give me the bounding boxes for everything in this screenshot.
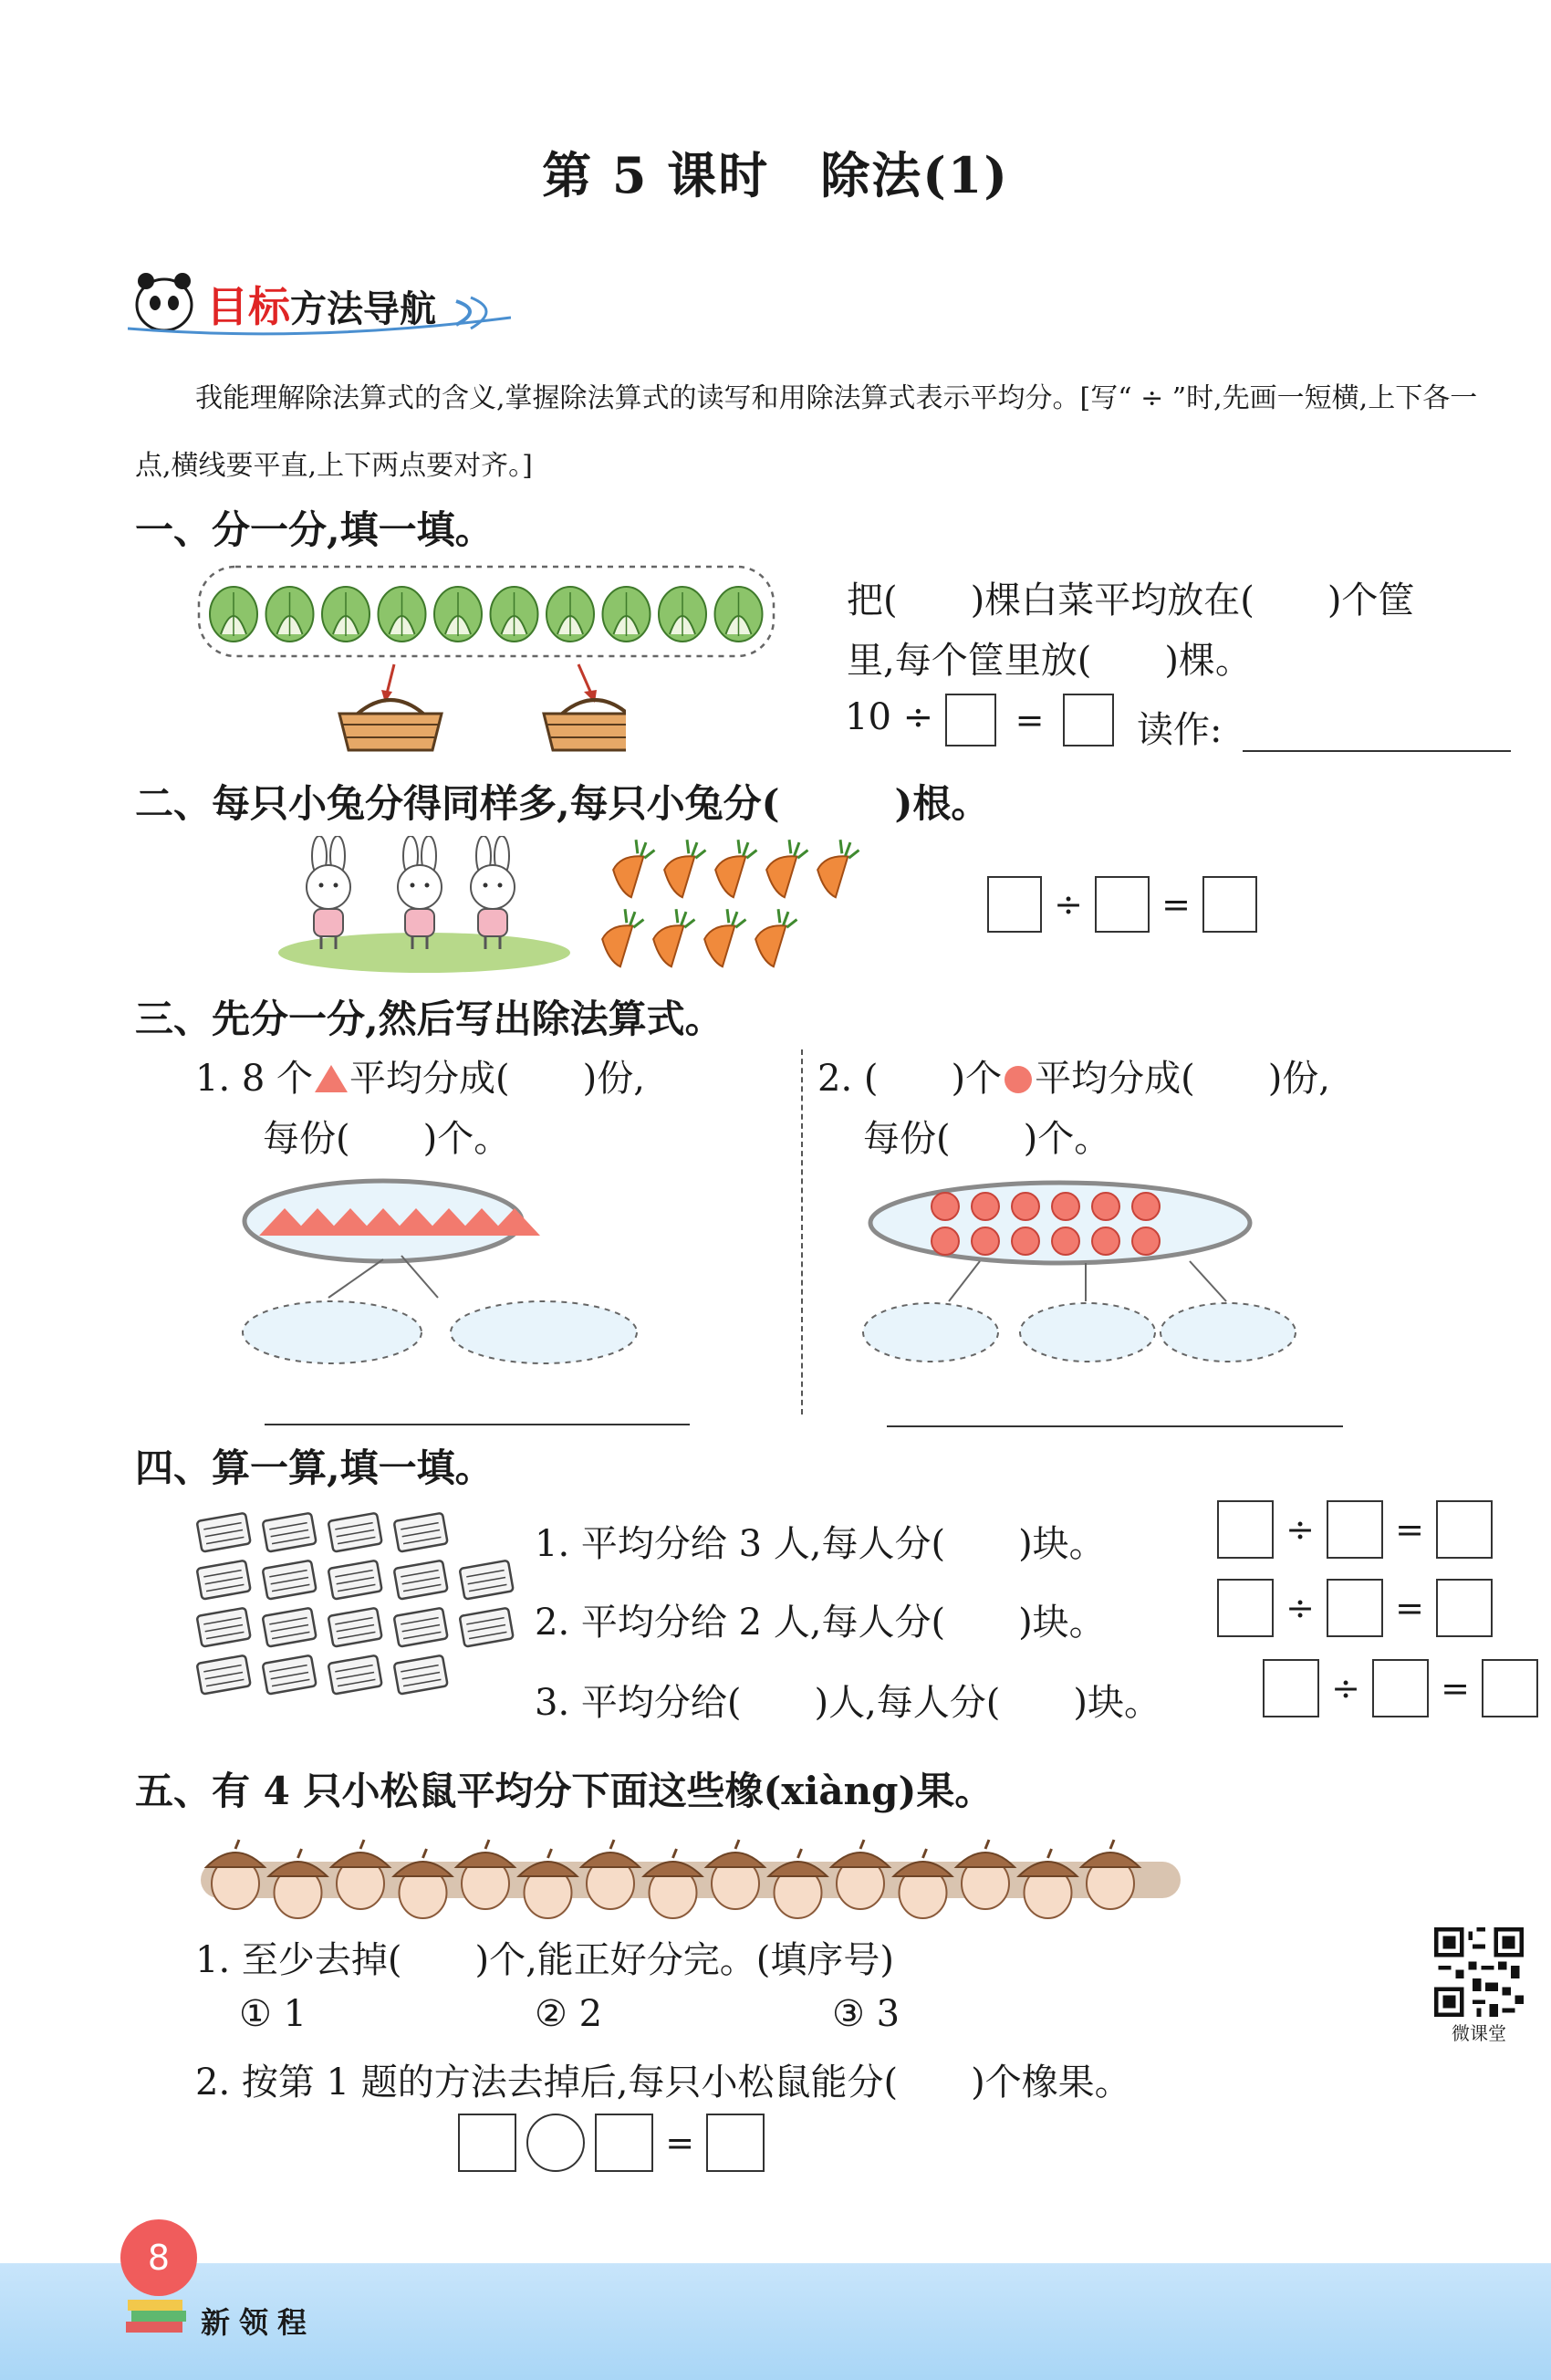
dots-grouping-diagram — [861, 1170, 1299, 1371]
cabbage-icon — [434, 587, 482, 642]
carrots-illustration — [589, 840, 863, 976]
cabbage-icon — [659, 587, 706, 642]
s3-q2-b: 平均分成( )份, — [1035, 1058, 1331, 1100]
s5-dividend-box[interactable] — [458, 2114, 516, 2172]
s3-q1-a: 1. 8 个 — [195, 1058, 314, 1100]
carrot-icon — [655, 840, 721, 900]
acorn-icon — [894, 1849, 952, 1918]
dot-shape — [972, 1193, 999, 1220]
s4-q2: 2. 平均分给 2 人,每人分( )块。 — [535, 1602, 1106, 1644]
section-3-heading: 三、先分一分,然后写出除法算式。 — [135, 997, 723, 1041]
chocolate-bar-icon — [328, 1513, 382, 1552]
page-number: 8 — [120, 2219, 197, 2296]
s5-equation — [458, 2114, 765, 2172]
carrot-icon — [695, 903, 761, 968]
s4-q1-quotient-box[interactable] — [1436, 1500, 1493, 1559]
s2-dividend-box[interactable] — [987, 876, 1042, 933]
s5-quotient-box[interactable] — [706, 2114, 765, 2172]
s1-quotient-box[interactable] — [1063, 694, 1114, 746]
s4-q3-divisor-box[interactable] — [1372, 1659, 1429, 1717]
s5-operator-circle[interactable] — [526, 2114, 585, 2172]
section-1-text-1: 把( )棵白菜平均放在( )个筐 — [847, 579, 1415, 621]
chocolate-bars-illustration — [195, 1509, 524, 1710]
dot-shape — [1012, 1193, 1039, 1220]
s2-div-sign: ÷ — [1054, 884, 1083, 924]
chocolate-bar-icon — [394, 1513, 448, 1552]
chocolate-bar-icon — [263, 1655, 317, 1695]
s5-eq-sign: = — [665, 2123, 695, 2163]
s4-q1-eq-sign: = — [1395, 1509, 1424, 1550]
s4-q2-equation — [1217, 1579, 1493, 1637]
chocolate-bar-icon — [328, 1655, 382, 1695]
s4-q2-div-sign: ÷ — [1286, 1588, 1315, 1628]
dot-shape — [1092, 1193, 1119, 1220]
chocolate-bar-icon — [197, 1561, 251, 1600]
goal-nav-label-b: 方法导航 — [290, 288, 436, 330]
intro-text: 我能理解除法算式的含义,掌握除法算式的读写和用除法算式表示平均分。[写“ ÷ ”时,先画一短横,上下各一点,横线要平直,上下两点要对齐。] — [135, 382, 1478, 482]
section-5-heading: 五、有 4 只小松鼠平均分下面这些橡(xiàng)果。 — [135, 1769, 994, 1813]
brand-name: 新领程 — [201, 2305, 317, 2340]
acorn-icon — [269, 1849, 328, 1918]
acorn-icon — [831, 1840, 890, 1909]
s5-divisor-box[interactable] — [595, 2114, 653, 2172]
s5-q1: 1. 至少去掉( )个,能正好分完。(填序号) — [195, 1939, 895, 1981]
acorn-icon — [206, 1840, 265, 1909]
s3-q1-answer-line[interactable] — [265, 1422, 690, 1425]
s4-q1-equation — [1217, 1500, 1493, 1559]
s4-q2-eq-sign: = — [1395, 1588, 1424, 1628]
acorn-icon — [456, 1840, 515, 1909]
dot-shape — [1012, 1227, 1039, 1255]
chocolate-bar-icon — [394, 1561, 448, 1600]
s4-q1-divisor-box[interactable] — [1327, 1500, 1383, 1559]
chocolate-bar-icon — [328, 1561, 382, 1600]
s5-opt2[interactable]: ② 2 — [535, 1993, 603, 2035]
acorn-icon — [519, 1849, 578, 1918]
acorns-illustration — [195, 1825, 1186, 1926]
s1-expr-prefix: 10 ÷ — [845, 696, 934, 738]
s4-q2-dividend-box[interactable] — [1217, 1579, 1274, 1637]
chocolate-bar-icon — [394, 1608, 448, 1647]
s4-q3-div-sign: ÷ — [1331, 1668, 1360, 1708]
cabbage-icon — [603, 587, 651, 642]
s4-q3-equation — [1263, 1659, 1538, 1717]
rabbits-illustration — [274, 836, 575, 973]
cabbage-row-illustration — [195, 561, 779, 662]
s5-opt3[interactable]: ③ 3 — [832, 1993, 900, 2035]
s1-read-label: 读作: — [1137, 709, 1223, 751]
s1-eq-sign: = — [1015, 700, 1045, 740]
s3-q1-line1 — [195, 1049, 645, 1101]
chocolate-bar-icon — [263, 1608, 317, 1647]
acorn-icon — [956, 1840, 1015, 1909]
column-divider — [801, 1049, 803, 1414]
s4-q2-quotient-box[interactable] — [1436, 1579, 1493, 1637]
s3-q2-answer-line[interactable] — [887, 1424, 1343, 1427]
dot-icon — [1002, 1063, 1035, 1094]
chocolate-bar-icon — [263, 1513, 317, 1552]
s3-q1-c: 每份( )个。 — [263, 1118, 511, 1160]
s3-q2-c: 每份( )个。 — [863, 1118, 1111, 1160]
s4-q3: 3. 平均分给( )人,每人分( )块。 — [535, 1682, 1161, 1724]
s2-quotient-box[interactable] — [1202, 876, 1257, 933]
cabbage-icon — [322, 587, 370, 642]
section-1-heading: 一、分一分,填一填。 — [135, 507, 494, 552]
s2-eq-sign: = — [1161, 884, 1191, 924]
s5-opt1[interactable]: ① 1 — [239, 1993, 307, 2035]
chocolate-bar-icon — [394, 1655, 448, 1695]
cabbage-icon — [266, 587, 314, 642]
chocolate-bar-icon — [460, 1561, 514, 1600]
cabbage-icon — [379, 587, 426, 642]
s4-q1-div-sign: ÷ — [1286, 1509, 1315, 1550]
triangles-grouping-diagram — [237, 1170, 675, 1371]
chocolate-bar-icon — [328, 1608, 382, 1647]
qr-code-icon[interactable] — [1434, 1927, 1524, 2017]
s3-q2-a: 2. ( )个 — [817, 1058, 1003, 1100]
goal-nav-label-a: 目标 — [206, 282, 290, 331]
s4-q3-dividend-box[interactable] — [1263, 1659, 1319, 1717]
section-1-equation — [845, 694, 1114, 746]
rabbit-icon — [307, 836, 350, 949]
chocolate-bar-icon — [197, 1513, 251, 1552]
page-title: 第 5 课时 除法(1) — [542, 146, 1009, 204]
acorn-icon — [769, 1849, 828, 1918]
carrot-icon — [808, 840, 863, 900]
s1-read-answer-line[interactable] — [1243, 748, 1511, 752]
carrot-icon — [757, 840, 823, 900]
dot-shape — [932, 1227, 959, 1255]
carrot-icon — [746, 903, 812, 968]
section-4-heading: 四、算一算,填一填。 — [135, 1446, 494, 1490]
s4-q3-eq-sign: = — [1441, 1668, 1470, 1708]
carrot-icon — [593, 903, 659, 968]
s4-q3-quotient-box[interactable] — [1482, 1659, 1538, 1717]
acorn-icon — [394, 1849, 453, 1918]
dot-shape — [1132, 1193, 1160, 1220]
chocolate-bar-icon — [460, 1608, 514, 1647]
section-2-equation — [987, 876, 1257, 933]
cabbage-icon — [210, 587, 257, 642]
dot-shape — [1132, 1227, 1160, 1255]
chocolate-bar-icon — [263, 1561, 317, 1600]
s4-q1: 1. 平均分给 3 人,每人分( )块。 — [535, 1523, 1106, 1565]
cabbage-icon — [715, 587, 763, 642]
rabbit-icon — [398, 836, 442, 949]
acorn-icon — [331, 1840, 390, 1909]
books-icon — [124, 2294, 197, 2340]
dot-shape — [1052, 1227, 1079, 1255]
dot-shape — [1052, 1193, 1079, 1220]
section-1-text-2: 里,每个筐里放( )棵。 — [847, 640, 1252, 682]
s1-divisor-box[interactable] — [945, 694, 996, 746]
carrot-icon — [706, 840, 772, 900]
chocolate-bar-icon — [197, 1655, 251, 1695]
s3-q1-b: 平均分成( )份, — [349, 1058, 645, 1100]
dot-shape — [972, 1227, 999, 1255]
carrot-icon — [644, 903, 710, 968]
acorn-icon — [581, 1840, 640, 1909]
goal-nav-label — [206, 274, 436, 334]
dot-shape — [1092, 1227, 1119, 1255]
carrot-icon — [604, 840, 670, 900]
triangle-icon — [313, 1063, 349, 1094]
qr-label: 微课堂 — [1452, 2022, 1506, 2044]
baskets-illustration — [325, 657, 626, 757]
cabbage-icon — [546, 587, 594, 642]
dot-shape — [932, 1193, 959, 1220]
chocolate-bar-icon — [197, 1608, 251, 1647]
s4-q1-dividend-box[interactable] — [1217, 1500, 1274, 1559]
s4-q2-divisor-box[interactable] — [1327, 1579, 1383, 1637]
section-2-heading: 二、每只小兔分得同样多,每只小兔分( )根。 — [135, 781, 990, 826]
acorn-icon — [1019, 1849, 1077, 1918]
acorn-icon — [706, 1840, 765, 1909]
s5-q2: 2. 按第 1 题的方法去掉后,每只小松鼠能分( )个橡果。 — [195, 2062, 1131, 2103]
s2-divisor-box[interactable] — [1095, 876, 1150, 933]
rabbit-icon — [471, 836, 515, 949]
cabbage-icon — [491, 587, 538, 642]
acorn-icon — [1081, 1840, 1140, 1909]
acorn-icon — [644, 1849, 703, 1918]
s3-q2-line1 — [817, 1049, 1330, 1101]
